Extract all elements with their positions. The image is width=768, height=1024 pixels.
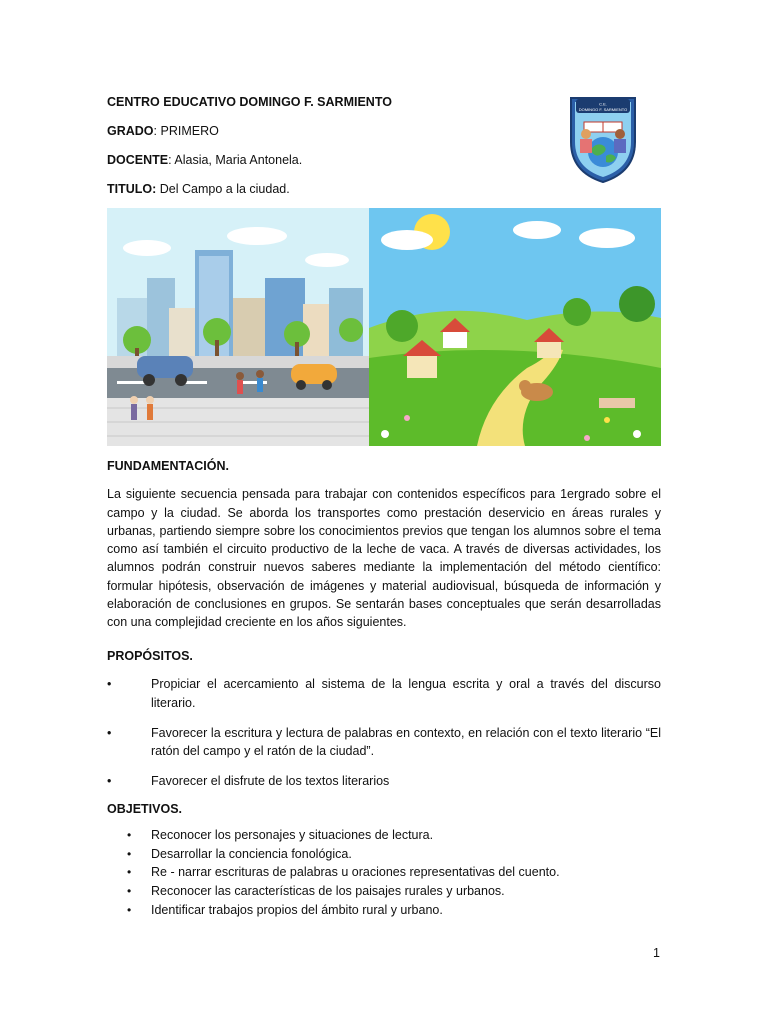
objetivos-heading: OBJETIVOS. xyxy=(107,802,183,816)
proposito-text: Favorecer la escritura y lectura de palabras en contexto, en relación con el texto literario “El ratón del campo y el ratón de la ciudad”. xyxy=(151,725,661,759)
fundamentacion-heading: FUNDAMENTACIÓN. xyxy=(107,459,229,473)
bullet-icon: • xyxy=(107,725,112,740)
objetivo-text: Identificar trabajos propios del ámbito rural y urbano. xyxy=(151,902,443,917)
page-number: 1 xyxy=(653,946,660,960)
objetivos-list xyxy=(107,826,661,919)
objetivo-text: Desarrollar la conciencia fonológica. xyxy=(151,846,352,861)
proposito-text: Favorecer el disfrute de los textos literarios xyxy=(151,774,390,789)
objetivo-text: Re - narrar escrituras de palabras u oraciones representativas del cuento. xyxy=(151,865,560,880)
objetivo-text: Reconocer los personajes y situaciones de lectura. xyxy=(151,828,434,843)
bullet-icon: • xyxy=(127,902,132,917)
bullet-icon: • xyxy=(127,865,132,880)
bullet-icon: • xyxy=(127,846,132,861)
city-and-countryside-illustration xyxy=(107,208,661,446)
fundamentacion-body: La siguiente secuencia pensada para trabajar con contenidos específicos para 1ergrado sobre el campo y la ciudad. Se aborda los transportes como prestación deservicio en áreas rurales y urbanas, partiendo siempre sobre los conocimientos previos que tengan los alumnos sobre el tema como así también el circuito productivo de la leche de vaca. A través de diversas actividades, los alumnos podrán construir nuevos saberes mediante la implementación del método científico: formular hipótesis, observación de imágenes y material audiovisual, búsqueda de información y elaboración de conclusiones en grupos. Se sentarán bases conceptuales que serán desarrolladas con una complejidad creciente en los años siguientes. xyxy=(107,487,661,630)
logo-text-2: DOMINGO F. SARMIENTO xyxy=(578,107,628,112)
grade-line xyxy=(107,123,219,139)
title-value: Del Campo a la ciudad. xyxy=(156,182,290,196)
teacher-value: : Alasia, Maria Antonela. xyxy=(168,153,303,167)
fundamentacion-section xyxy=(107,457,661,632)
proposito-item xyxy=(107,675,661,712)
grade-label: GRADO xyxy=(107,124,154,138)
objetivo-item xyxy=(107,826,661,845)
title-line xyxy=(107,181,290,197)
teacher-label: DOCENTE xyxy=(107,153,169,167)
proposito-item xyxy=(107,724,661,761)
bullet-icon: • xyxy=(107,774,112,789)
objetivo-item xyxy=(107,863,661,882)
school-name: CENTRO EDUCATIVO DOMINGO F. SARMIENTO xyxy=(107,95,392,109)
objetivo-item xyxy=(107,845,661,864)
proposito-text: Propiciar el acercamiento al sistema de la lengua escrita y oral a través del discurso literario. xyxy=(151,677,661,710)
logo-text-1: C.E. xyxy=(599,101,607,107)
objetivos-section xyxy=(107,800,661,919)
teacher-line xyxy=(107,152,302,168)
school-crest-logo xyxy=(568,92,638,184)
propositos-heading: PROPÓSITOS. xyxy=(107,649,193,663)
bullet-icon: • xyxy=(127,884,132,899)
objetivo-item xyxy=(107,882,661,901)
bullet-icon: • xyxy=(107,677,112,692)
objetivo-item xyxy=(107,901,661,920)
proposito-item xyxy=(107,772,661,790)
objetivo-text: Reconocer las características de los paisajes rurales y urbanos. xyxy=(151,884,505,899)
propositos-section xyxy=(107,647,661,791)
bullet-icon: • xyxy=(127,828,132,843)
title-label: TITULO: xyxy=(107,182,157,196)
grade-value: : PRIMERO xyxy=(153,124,219,138)
